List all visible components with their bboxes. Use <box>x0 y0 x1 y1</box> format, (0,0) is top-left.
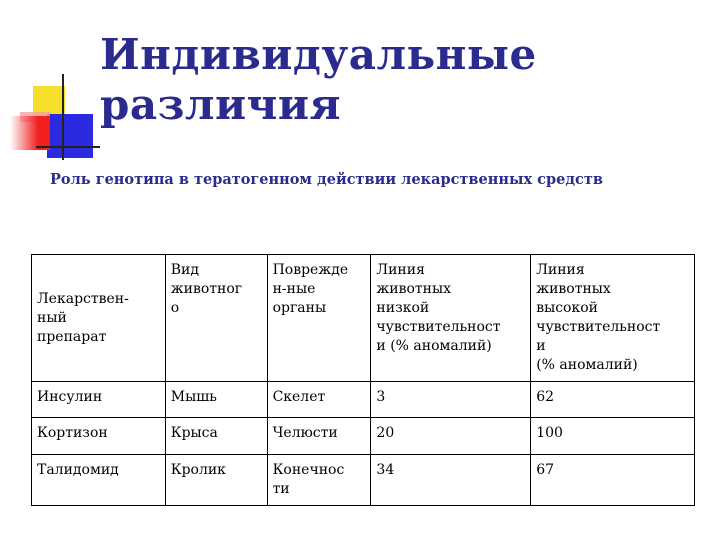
cell-high-sensitivity: 67 <box>531 455 695 506</box>
table-header-row <box>32 255 695 382</box>
header-line: Вид <box>170 262 199 278</box>
cell-high-sensitivity: 62 <box>531 382 695 418</box>
decor-red-square <box>10 116 50 150</box>
header-line: чувствительност <box>536 319 661 335</box>
cell-high-sensitivity: 100 <box>531 418 695 455</box>
slide-subtitle: Роль генотипа в тератогенном действии лекарственных средств <box>50 171 603 188</box>
header-drug <box>32 255 166 382</box>
cell-animal: Мышь <box>165 382 267 418</box>
header-line: низкой <box>376 300 430 316</box>
cell-organ: Скелет <box>267 382 371 418</box>
header-high-sensitivity <box>531 255 695 382</box>
decor-blue-square <box>47 114 93 158</box>
header-line: препарат <box>37 328 107 345</box>
cell-animal: Крыса <box>165 418 267 455</box>
slide-title-line-2: различия <box>100 79 342 129</box>
header-line: и <box>536 338 546 354</box>
header-line: Линия <box>376 262 425 278</box>
header-line: животных <box>376 281 452 297</box>
cell-low-sensitivity: 34 <box>371 455 531 506</box>
table-row <box>32 382 695 418</box>
table-row <box>32 455 695 506</box>
header-line: чувствительност <box>376 319 501 335</box>
slide-title <box>100 30 537 129</box>
header-line: (% аномалий) <box>536 357 638 373</box>
cell-drug: Кортизон <box>32 418 166 455</box>
header-line: животног <box>170 281 243 297</box>
header-line: о <box>170 300 180 316</box>
header-line: ный <box>37 309 67 326</box>
cell-animal: Кролик <box>165 455 267 506</box>
header-animal-species <box>165 255 267 382</box>
cell-low-sensitivity: 20 <box>371 418 531 455</box>
cell-line: ти <box>272 481 290 497</box>
header-line: н-ные <box>272 281 316 297</box>
cell-low-sensitivity: 3 <box>371 382 531 418</box>
header-line: Поврежде <box>272 262 349 278</box>
cell-line: Конечнос <box>272 462 345 478</box>
teratogen-table <box>31 254 695 506</box>
cell-drug: Инсулин <box>32 382 166 418</box>
decor-horizontal-line <box>36 146 100 148</box>
header-line: животных <box>536 281 611 297</box>
slide-title-line-1: Индивидуальные <box>100 30 537 79</box>
header-line: высокой <box>536 300 598 316</box>
header-line: Лекарствен- <box>37 290 129 307</box>
header-low-sensitivity <box>371 255 531 382</box>
cell-drug: Талидомид <box>32 455 166 506</box>
cell-organ <box>267 455 371 506</box>
header-line: и (% аномалий) <box>376 338 492 354</box>
header-damaged-organs <box>267 255 371 382</box>
header-line: органы <box>272 300 327 316</box>
header-line: Линия <box>536 262 585 278</box>
cell-organ: Челюсти <box>267 418 371 455</box>
table-row <box>32 418 695 455</box>
